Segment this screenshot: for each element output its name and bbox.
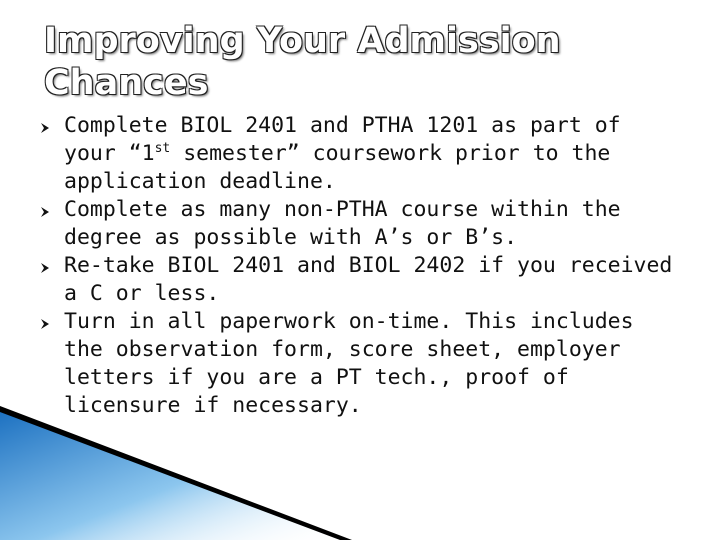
arrow-bullet-icon <box>40 122 52 134</box>
bullet-item-3 <box>40 252 680 308</box>
bullet-item-2 <box>40 196 680 252</box>
bullet-text-4: Turn in all paperwork on-time. This includes the observation form, score sheet, employer letters if you are a PT tech., proof of licensure if necessary. <box>64 309 634 418</box>
arrow-bullet-icon <box>40 206 52 218</box>
bullet-text-1-post: semester” coursework prior to the application deadline. <box>64 141 611 194</box>
bullet-item-1 <box>40 112 680 196</box>
corner-swoosh-decoration <box>0 400 720 540</box>
arrow-bullet-icon <box>40 262 52 274</box>
arrow-bullet-icon <box>40 318 52 330</box>
bullet-text-2: Complete as many non-PTHA course within the degree as possible with A’s or B’s. <box>64 197 621 250</box>
bullet-text-1-sup: st <box>154 141 171 156</box>
slide-title-line-2: Chances <box>44 63 209 103</box>
bullet-list <box>40 112 680 420</box>
bullet-text-1-pre: Complete BIOL 2401 and PTHA 1201 as part of your “1 <box>64 113 621 166</box>
bullet-text-3: Re-take BIOL 2401 and BIOL 2402 if you received a C or less. <box>64 253 673 306</box>
slide-title-line-1: Improving Your Admission <box>44 21 561 61</box>
slide-title <box>44 20 684 104</box>
